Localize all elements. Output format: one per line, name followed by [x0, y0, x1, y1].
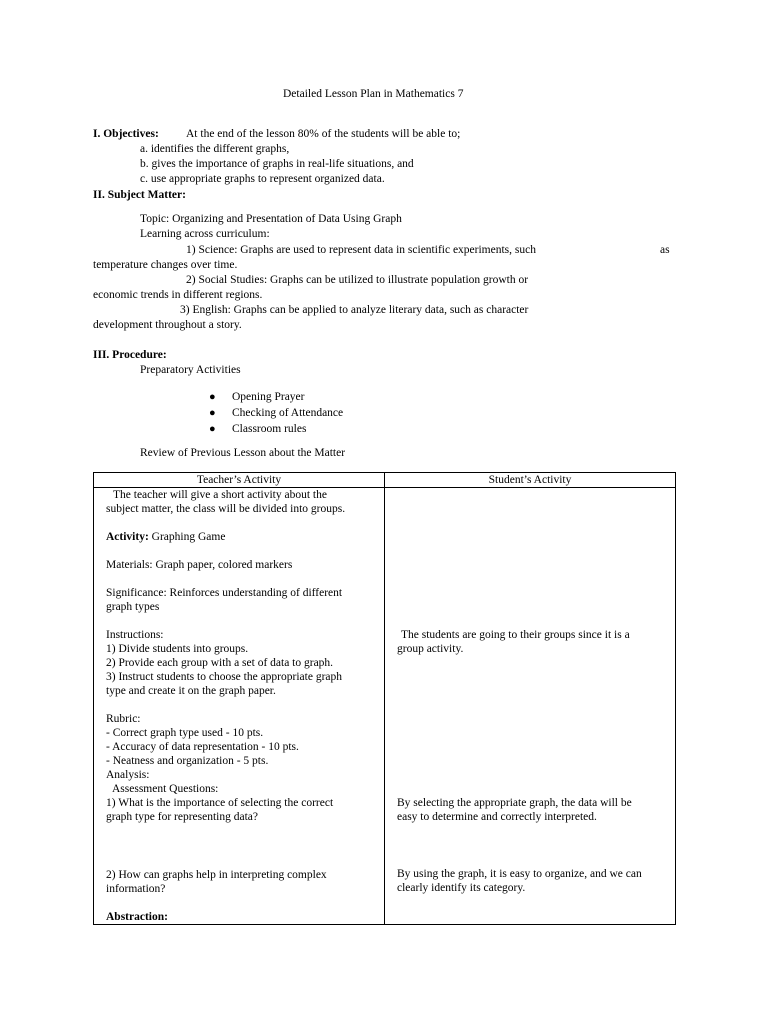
instructions-label: Instructions: [106, 629, 164, 641]
list-item [209, 405, 343, 421]
science-line-2: temperature changes over time. [93, 259, 238, 271]
teacher-activity-cell [94, 488, 385, 925]
table-row [94, 488, 676, 925]
materials-line: Materials: Graph paper, colored markers [106, 559, 293, 571]
student-activity-header: Student’s Activity [385, 473, 676, 488]
instruction-step-3b: type and create it on the graph paper. [106, 685, 276, 697]
question-1a: 1) What is the importance of selecting the correct [106, 797, 334, 809]
list-item-label: Checking of Attendance [232, 406, 344, 419]
teacher-intro-2: subject matter, the class will be divided into groups. [106, 503, 346, 515]
assessment-label: Assessment Questions: [112, 783, 219, 795]
objectives-heading [93, 127, 159, 142]
subject-matter-heading-text: II. Subject Matter: [93, 189, 186, 201]
rubric-label: Rubric: [106, 713, 141, 725]
objectives-intro: At the end of the lesson 80% of the students will be able to; [186, 128, 461, 140]
student-response-1a: The students are going to their groups since it is a [401, 629, 630, 641]
bullet-icon: ● [209, 422, 216, 435]
question-2a: 2) How can graphs help in interpreting complex [106, 869, 327, 881]
review-line: Review of Previous Lesson about the Matter [140, 447, 346, 459]
objective-item-c: c. use appropriate graphs to represent organized data. [140, 173, 385, 185]
bullet-icon: ● [209, 390, 216, 403]
student-response-1b: group activity. [397, 643, 464, 655]
procedure-heading-text: III. Procedure: [93, 349, 167, 361]
student-response-2a: By selecting the appropriate graph, the data will be [397, 797, 632, 809]
significance-line-2: graph types [106, 601, 160, 613]
preparatory-list [209, 389, 343, 437]
instruction-step-2: 2) Provide each group with a set of data to graph. [106, 657, 334, 669]
preparatory-line: Preparatory Activities [140, 364, 241, 376]
activity-value: Graphing Game [151, 531, 226, 543]
rubric-item-1: - Correct graph type used - 10 pts. [106, 727, 264, 739]
subject-matter-heading [93, 188, 186, 203]
student-response-3a: By using the graph, it is easy to organize, and we can [397, 868, 642, 880]
student-response-3b: clearly identify its category. [397, 882, 526, 894]
question-2b: information? [106, 883, 166, 895]
page-title: Detailed Lesson Plan in Mathematics 7 [283, 88, 464, 100]
list-item-label: Opening Prayer [232, 390, 305, 403]
science-line-1: 1) Science: Graphs are used to represent data in scientific experiments, such [186, 244, 536, 256]
teacher-activity-header: Teacher’s Activity [94, 473, 385, 488]
activity-table [93, 472, 676, 925]
instruction-step-1: 1) Divide students into groups. [106, 643, 249, 655]
objective-item-a: a. identifies the different graphs, [140, 143, 290, 155]
abstraction-label: Abstraction: [106, 911, 168, 923]
learning-line: Learning across curriculum: [140, 228, 270, 240]
analysis-label: Analysis: [106, 769, 150, 781]
objectives-heading-text: I. Objectives: [93, 128, 159, 140]
topic-line: Topic: Organizing and Presentation of Data Using Graph [140, 213, 402, 225]
activity-line [106, 530, 225, 545]
rubric-item-2: - Accuracy of data representation - 10 pts. [106, 741, 299, 753]
objective-item-b: b. gives the importance of graphs in real-life situations, and [140, 158, 414, 170]
rubric-item-3: - Neatness and organization - 5 pts. [106, 755, 269, 767]
english-line-2: development throughout a story. [93, 319, 242, 331]
english-line-1: 3) English: Graphs can be applied to analyze literary data, such as character [180, 304, 529, 316]
list-item [209, 389, 343, 405]
science-as: as [660, 244, 670, 256]
question-1b: graph type for representing data? [106, 811, 258, 823]
instruction-step-3a: 3) Instruct students to choose the appropriate graph [106, 671, 343, 683]
teacher-intro-1: The teacher will give a short activity about the [113, 489, 327, 501]
list-item [209, 421, 343, 437]
student-response-2b: easy to determine and correctly interpreted. [397, 811, 597, 823]
social-line-2: economic trends in different regions. [93, 289, 263, 301]
significance-line-1: Significance: Reinforces understanding of different [106, 587, 343, 599]
bullet-icon: ● [209, 406, 216, 419]
table-header-row [94, 473, 676, 488]
activity-label: Activity: [106, 531, 149, 543]
abstraction-line [106, 910, 168, 925]
list-item-label: Classroom rules [232, 422, 307, 435]
student-activity-cell [385, 488, 676, 925]
procedure-heading [93, 348, 167, 363]
social-line-1: 2) Social Studies: Graphs can be utilized to illustrate population growth or [186, 274, 529, 286]
